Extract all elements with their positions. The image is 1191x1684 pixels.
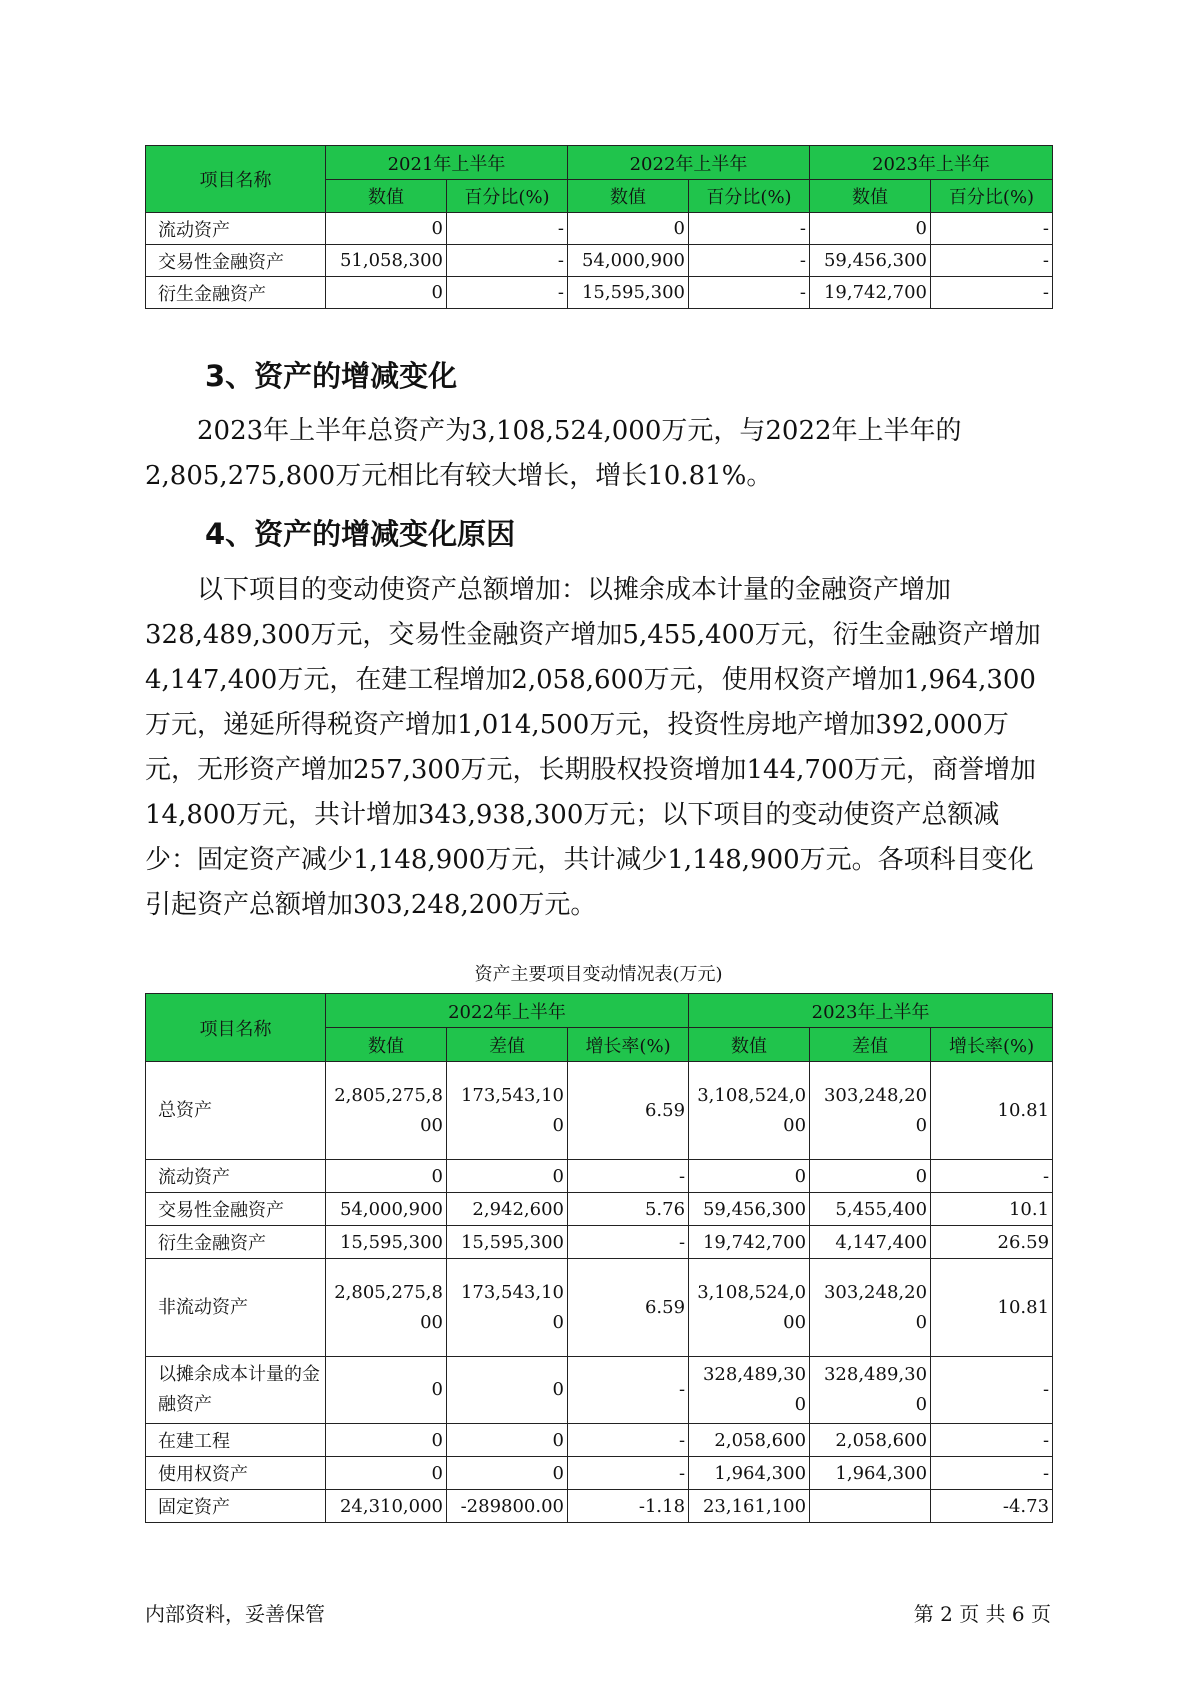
table-row (146, 1490, 1053, 1523)
row-label: 以摊余成本计量的金融资产 (146, 1357, 326, 1424)
cell-value: 0 (568, 213, 689, 245)
header-percent: 百分比(%) (447, 180, 568, 213)
header-period: 2022年上半年 (326, 994, 689, 1028)
cell-value: 2,805,275,800 (326, 1062, 447, 1160)
row-label: 衍生金融资产 (146, 277, 326, 309)
cell-value: 3,108,524,000 (689, 1259, 810, 1357)
cell-value: 19,742,700 (810, 277, 931, 309)
row-label: 非流动资产 (146, 1259, 326, 1357)
header-growth: 增长率(%) (931, 1028, 1053, 1062)
cell-value: 0 (447, 1160, 568, 1193)
cell-value: 10.81 (931, 1259, 1053, 1357)
table-row (146, 277, 1053, 309)
header-period: 2022年上半年 (568, 146, 810, 180)
cell-value: - (568, 1226, 689, 1259)
cell-value: - (689, 245, 810, 277)
cell-value: - (931, 1457, 1053, 1490)
cell-value: 59,456,300 (810, 245, 931, 277)
cell-value: 54,000,900 (326, 1193, 447, 1226)
table-row (146, 1357, 1053, 1424)
cell-value: - (931, 1160, 1053, 1193)
header-item-name: 项目名称 (146, 146, 326, 213)
row-label: 总资产 (146, 1062, 326, 1160)
section-3-heading: 3、资产的增减变化 (205, 359, 458, 393)
cell-value: 2,058,600 (689, 1424, 810, 1457)
header-value: 数值 (568, 180, 689, 213)
cell-value: 10.81 (931, 1062, 1053, 1160)
section-3-paragraph (145, 409, 1050, 499)
cell-value: 51,058,300 (326, 245, 447, 277)
section-3-text: 2023年上半年总资产为3,108,524,000万元，与2022年上半年的2,805,275,800万元相比有较大增长，增长10.81%。 (145, 416, 962, 491)
header-diff: 差值 (810, 1028, 931, 1062)
header-growth: 增长率(%) (568, 1028, 689, 1062)
row-label: 在建工程 (146, 1424, 326, 1457)
footer-note: 内部资料，妥善保管 (145, 1602, 325, 1626)
header-value: 数值 (326, 1028, 447, 1062)
row-label: 使用权资产 (146, 1457, 326, 1490)
cell-value: 15,595,300 (447, 1226, 568, 1259)
cell-value: 6.59 (568, 1062, 689, 1160)
cell-value: -4.73 (931, 1490, 1053, 1523)
cell-value: - (447, 245, 568, 277)
cell-value: 0 (447, 1357, 568, 1424)
cell-value: - (931, 1357, 1053, 1424)
cell-value: 15,595,300 (326, 1226, 447, 1259)
cell-value: - (689, 277, 810, 309)
cell-value: 173,543,100 (447, 1062, 568, 1160)
header-value: 数值 (689, 1028, 810, 1062)
cell-value: 0 (326, 1357, 447, 1424)
header-period: 2021年上半年 (326, 146, 568, 180)
cell-value: 2,942,600 (447, 1193, 568, 1226)
cell-value: 2,058,600 (810, 1424, 931, 1457)
cell-value: 19,742,700 (689, 1226, 810, 1259)
cell-value: 59,456,300 (689, 1193, 810, 1226)
cell-value: - (568, 1457, 689, 1490)
cell-value: - (568, 1357, 689, 1424)
cell-value: 303,248,200 (810, 1259, 931, 1357)
table-row (146, 245, 1053, 277)
cell-value: 0 (447, 1457, 568, 1490)
cell-value: 1,964,300 (689, 1457, 810, 1490)
cell-value: 4,147,400 (810, 1226, 931, 1259)
cell-value: 0 (326, 1160, 447, 1193)
table-row (146, 1193, 1053, 1226)
cell-value: - (689, 213, 810, 245)
asset-change-table (145, 993, 1053, 1523)
cell-value: 5.76 (568, 1193, 689, 1226)
cell-value: 3,108,524,000 (689, 1062, 810, 1160)
section-4-heading: 4、资产的增减变化原因 (205, 517, 516, 551)
row-label: 交易性金融资产 (146, 1193, 326, 1226)
cell-value: - (931, 277, 1053, 309)
header-value: 数值 (326, 180, 447, 213)
cell-value: - (447, 213, 568, 245)
row-label: 交易性金融资产 (146, 245, 326, 277)
table-row (146, 1424, 1053, 1457)
header-item-name: 项目名称 (146, 994, 326, 1062)
cell-value: 0 (447, 1424, 568, 1457)
cell-value: 2,805,275,800 (326, 1259, 447, 1357)
table-row (146, 1259, 1053, 1357)
cell-value: 6.59 (568, 1259, 689, 1357)
cell-value: 0 (326, 1424, 447, 1457)
cell-value: - (447, 277, 568, 309)
cell-value: 24,310,000 (326, 1490, 447, 1523)
table-row (146, 213, 1053, 245)
row-label: 流动资产 (146, 1160, 326, 1193)
cell-value: - (568, 1160, 689, 1193)
cell-value: - (931, 213, 1053, 245)
cell-value (810, 1490, 931, 1523)
table-row (146, 1062, 1053, 1160)
cell-value: - (931, 1424, 1053, 1457)
section-4-paragraph (145, 568, 1050, 928)
cell-value: -1.18 (568, 1490, 689, 1523)
cell-value: 10.1 (931, 1193, 1053, 1226)
header-period: 2023年上半年 (689, 994, 1053, 1028)
header-value: 数值 (810, 180, 931, 213)
cell-value: 0 (689, 1160, 810, 1193)
cell-value: - (568, 1424, 689, 1457)
header-percent: 百分比(%) (689, 180, 810, 213)
section-4-text: 以下项目的变动使资产总额增加：以摊余成本计量的金融资产增加328,489,300万元，交易性金融资产增加5,455,400万元，衍生金融资产增加4,147,400万元，在建工程增加2,058,600万元，使用权资产增加1,964,300万元，递延所得税资产增加1,014,500万元，投资性房地产增加392,000万元，无形资产增加257,300万元，长期股权投资增加144,700万元，商誉增加14,800万元，共计增加343,938,300万元；以下项目的变动使资产总额减少：固定资产减少1,148,900万元，共计减少1,148,900万元。各项科目变化引起资产总额增加303,248,200万元。 (145, 575, 1041, 920)
page-number: 第 2 页 共 6 页 (913, 1602, 1051, 1626)
header-diff: 差值 (447, 1028, 568, 1062)
cell-value: 1,964,300 (810, 1457, 931, 1490)
cell-value: 328,489,300 (810, 1357, 931, 1424)
row-label: 衍生金融资产 (146, 1226, 326, 1259)
cell-value: 23,161,100 (689, 1490, 810, 1523)
cell-value: -289800.00 (447, 1490, 568, 1523)
cell-value: 0 (810, 1160, 931, 1193)
table-row (146, 1226, 1053, 1259)
cell-value: 0 (326, 213, 447, 245)
asset-percentage-table (145, 145, 1053, 309)
cell-value: 0 (810, 213, 931, 245)
cell-value: - (931, 245, 1053, 277)
row-label: 固定资产 (146, 1490, 326, 1523)
row-label: 流动资产 (146, 213, 326, 245)
cell-value: 0 (326, 277, 447, 309)
cell-value: 26.59 (931, 1226, 1053, 1259)
cell-value: 5,455,400 (810, 1193, 931, 1226)
table-row (146, 1457, 1053, 1490)
cell-value: 328,489,300 (689, 1357, 810, 1424)
cell-value: 0 (326, 1457, 447, 1490)
table-row (146, 1160, 1053, 1193)
cell-value: 15,595,300 (568, 277, 689, 309)
table-caption: 资产主要项目变动情况表(万元) (474, 964, 723, 985)
header-period: 2023年上半年 (810, 146, 1053, 180)
cell-value: 173,543,100 (447, 1259, 568, 1357)
cell-value: 303,248,200 (810, 1062, 931, 1160)
header-percent: 百分比(%) (931, 180, 1053, 213)
cell-value: 54,000,900 (568, 245, 689, 277)
